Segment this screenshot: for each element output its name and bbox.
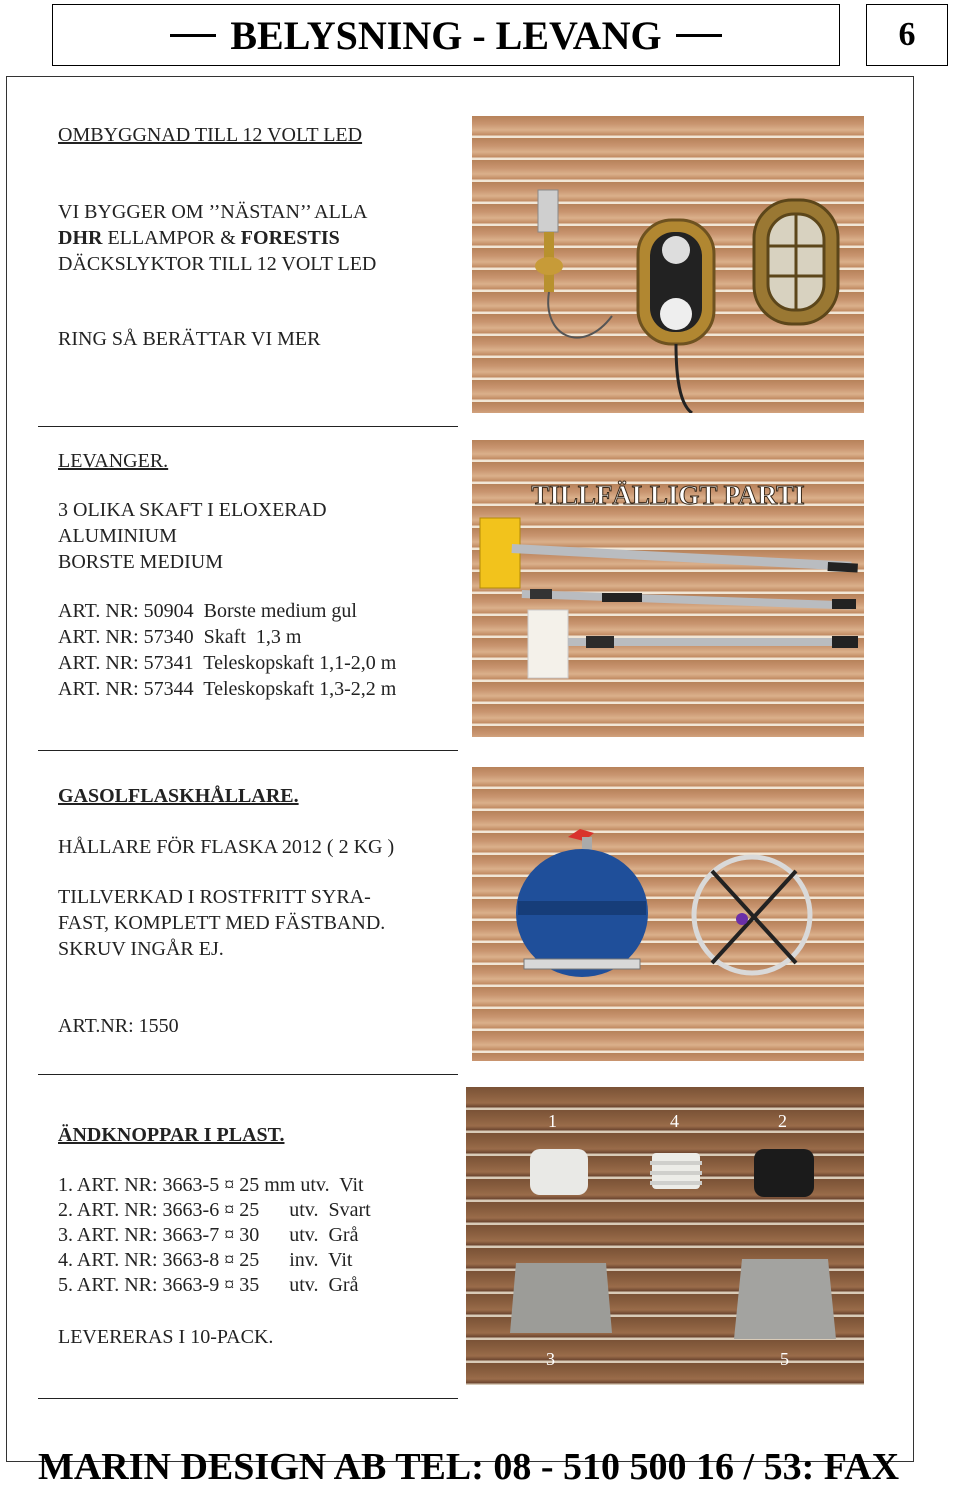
levanger-item-3: ART. NR: 57341 Teleskopskaft 1,1-2,0 m [58,652,397,674]
levanger-item-4: ART. NR: 57344 Teleskopskaft 1,3-2,2 m [58,678,397,700]
led-lamps-illustration [472,116,864,413]
endcap-item-4: 4. ART. NR: 3663-8 ¤ 25 inv. Vit [58,1249,353,1271]
photo-label-5: 5 [780,1349,789,1369]
brushes-photo [472,440,864,737]
levanger-desc-line2: ALUMINIUM [58,525,177,547]
gas-desc-line2: TILLVERKAD I ROSTFRITT SYRA- [58,886,371,908]
levanger-desc-line3: BORSTE MEDIUM [58,551,224,573]
endcaps-photo [466,1087,864,1385]
endcaps-pack-note: LEVERERAS I 10-PACK. [58,1326,274,1348]
gas-holder-illustration [472,767,864,1061]
page-title-box [52,4,840,66]
led-desc-line4: RING SÅ BERÄTTAR VI MER [58,328,321,350]
page-number: 6 [866,4,948,66]
brand-forestis: FORESTIS [240,227,340,249]
photo-label-3: 3 [546,1349,555,1369]
photo-label-1: 1 [548,1111,557,1131]
section-divider-2 [38,750,458,751]
title-dash-right [676,34,722,37]
section-divider-3 [38,1074,458,1075]
endcaps-illustration [466,1087,864,1385]
title-dash-left [170,34,216,37]
section-led-heading: OMBYGGNAD TILL 12 VOLT LED [58,124,363,146]
section-levanger-heading: LEVANGER. [58,450,169,472]
gas-desc-line4: SKRUV INGÅR EJ. [58,938,224,960]
levanger-item-1: ART. NR: 50904 Borste medium gul [58,600,357,622]
levanger-item-2: ART. NR: 57340 Skaft 1,3 m [58,626,302,648]
brushes-illustration [472,440,864,737]
page-title: BELYSNING - LEVANG [230,12,662,58]
levanger-desc-line1: 3 OLIKA SKAFT I ELOXERAD [58,499,327,521]
led-desc-line2-text: ELLAMPOR & [102,227,241,249]
led-desc-line1: VI BYGGER OM ’’NÄSTAN’’ ALLA [58,201,368,223]
section-divider-1 [38,426,458,427]
endcap-item-3: 3. ART. NR: 3663-7 ¤ 30 utv. Grå [58,1224,359,1246]
gas-desc-line3: FAST, KOMPLETT MED FÄSTBAND. [58,912,386,934]
section-gas-heading: GASOLFLASKHÅLLARE. [58,785,299,807]
led-desc-line3: DÄCKSLYKTOR TILL 12 VOLT LED [58,253,377,275]
section-divider-4 [38,1398,458,1399]
gas-art-number: ART.NR: 1550 [58,1015,179,1037]
photo-label-4: 4 [670,1111,679,1131]
endcap-item-2: 2. ART. NR: 3663-6 ¤ 25 utv. Svart [58,1199,371,1221]
led-desc-line2 [58,225,340,251]
endcap-item-1: 1. ART. NR: 3663-5 ¤ 25 mm utv. Vit [58,1174,364,1196]
photo-label-2: 2 [778,1111,787,1131]
temporary-stock-overlay: TILLFÄLLIGT PARTI [531,480,805,510]
gas-desc-line1: HÅLLARE FÖR FLASKA 2012 ( 2 KG ) [58,836,395,858]
endcap-item-5: 5. ART. NR: 3663-9 ¤ 35 utv. Grå [58,1274,359,1296]
footer-contact: MARIN DESIGN AB TEL: 08 - 510 500 16 / 53: FAX [38,1446,900,1488]
section-endcaps-heading: ÄNDKNOPPAR I PLAST. [58,1124,285,1146]
brand-dhr: DHR [58,227,103,249]
led-lamps-photo [472,116,864,413]
gas-holder-photo [472,767,864,1061]
